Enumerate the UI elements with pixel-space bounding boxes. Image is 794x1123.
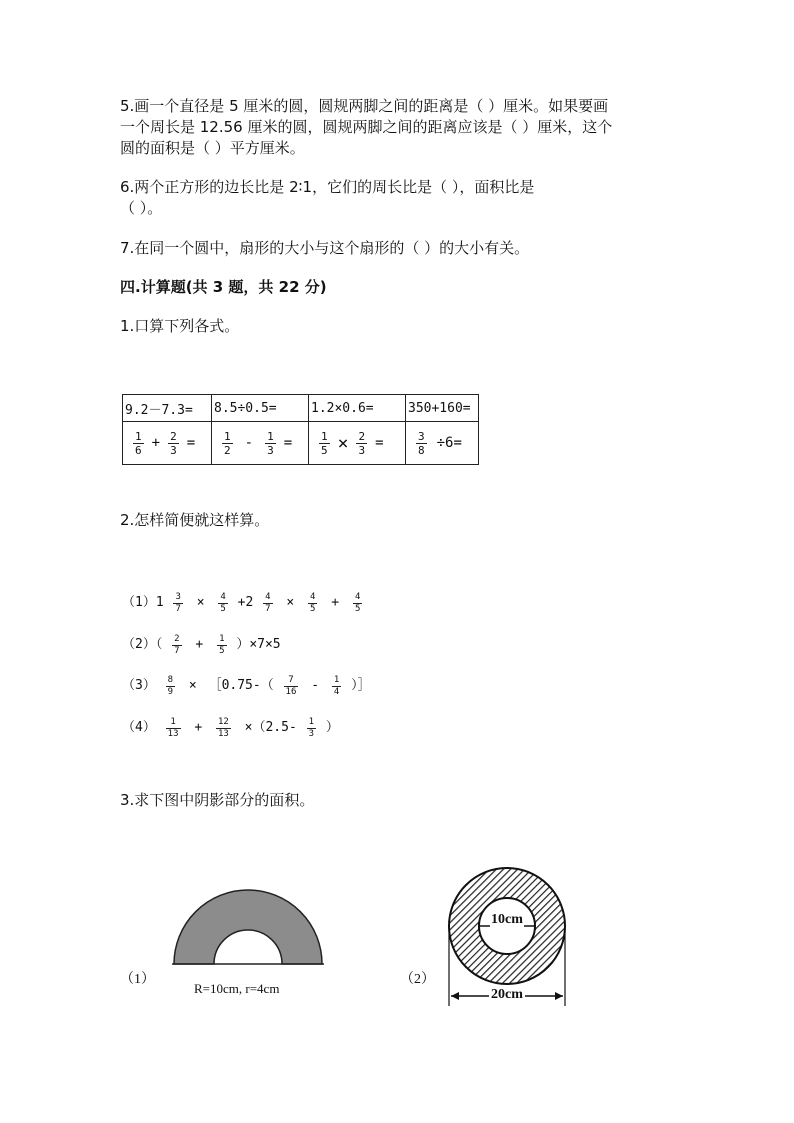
outer-diameter-label: 20cm (491, 987, 523, 1002)
section-4-title: 四.计算题(共 3 题，共 22 分) (120, 278, 327, 296)
expression-2: （2）（ $\frac{2}{7}$ + $\frac{1}{5}$ ）×7×5 (122, 633, 281, 656)
table-cell: 8.5÷0.5= (212, 395, 309, 422)
table-cell: 9.2－7.3= (123, 395, 212, 422)
figure-1-label: （1） (120, 972, 155, 987)
question-6-line-1: 6.两个正方形的边长比是 2∶1，它们的周长比是（ ），面积比是 (120, 178, 535, 196)
table-cell: 1.2×0.6= (309, 395, 406, 422)
figure-1-half-annulus (170, 888, 328, 970)
figure-2-label: （2） (400, 972, 435, 987)
fraction: $\frac{1}{6}$ (135, 429, 142, 457)
fraction: $\frac{1}{2}$ (224, 429, 231, 457)
expression-1: （1）1 $\frac{3}{7}$ × $\frac{4}{5}$ +2 $\frac{4}{7}$ × $\frac{4}{5}$ + $\frac{4}{5}$ (122, 591, 361, 614)
question-5-line-3: 圆的面积是（ ）平方厘米。 (120, 139, 305, 157)
table-cell: $\frac{1}{2}$ - $\frac{1}{3}$ = (212, 422, 309, 465)
table-row (123, 395, 479, 422)
part-1-title: 1.口算下列各式。 (120, 317, 240, 335)
expression-4: （4） $\frac{1}{13}$ + $\frac{12}{13}$ ×（2.5- $\frac{1}{3}$ ） (122, 716, 339, 739)
question-5-line-1: 5.画一个直径是 5 厘米的圆，圆规两脚之间的距离是（ ）厘米。如果要画 (120, 97, 609, 115)
question-5-line-2: 一个周长是 12.56 厘米的圆，圆规两脚之间的距离应该是（ ）厘米，这个 (120, 118, 613, 136)
fraction: $\frac{2}{3}$ (170, 429, 177, 457)
mental-math-table (122, 394, 479, 465)
table-cell: 350+160= (406, 395, 479, 422)
fraction: $\frac{3}{8}$ (418, 429, 425, 457)
question-7 (120, 238, 680, 259)
part-2-title: 2.怎样简便就这样算。 (120, 511, 270, 529)
fraction: $\frac{2}{3}$ (358, 429, 366, 457)
fraction: $\frac{1}{3}$ (267, 429, 274, 457)
part-3-title: 3.求下图中阴影部分的面积。 (120, 791, 315, 809)
table-cell: $\frac{1}{6}$ + $\frac{2}{3}$ = (123, 422, 212, 465)
table-cell: $\frac{3}{8}$ ÷6= (406, 422, 479, 465)
question-5 (120, 96, 680, 159)
expression-3: （3） $\frac{8}{9}$ × ［0.75-（ $\frac{7}{16}$ - $\frac{1}{4}$ ）］ (122, 674, 371, 697)
shaded-half-ring (174, 890, 322, 964)
inner-diameter-label: 10cm (491, 912, 523, 927)
table-row (123, 422, 479, 465)
question-6 (120, 177, 680, 219)
table-cell: $\frac{1}{5}$ × $\frac{2}{3}$ = (309, 422, 406, 465)
question-6-line-2: （ ）。 (120, 199, 163, 217)
question-7-line-1: 7.在同一个圆中，扇形的大小与这个扇形的（ ）的大小有关。 (120, 239, 530, 257)
figure-1-caption: R=10cm, r=4cm (194, 981, 280, 996)
fraction: $\frac{1}{5}$ (321, 429, 328, 457)
